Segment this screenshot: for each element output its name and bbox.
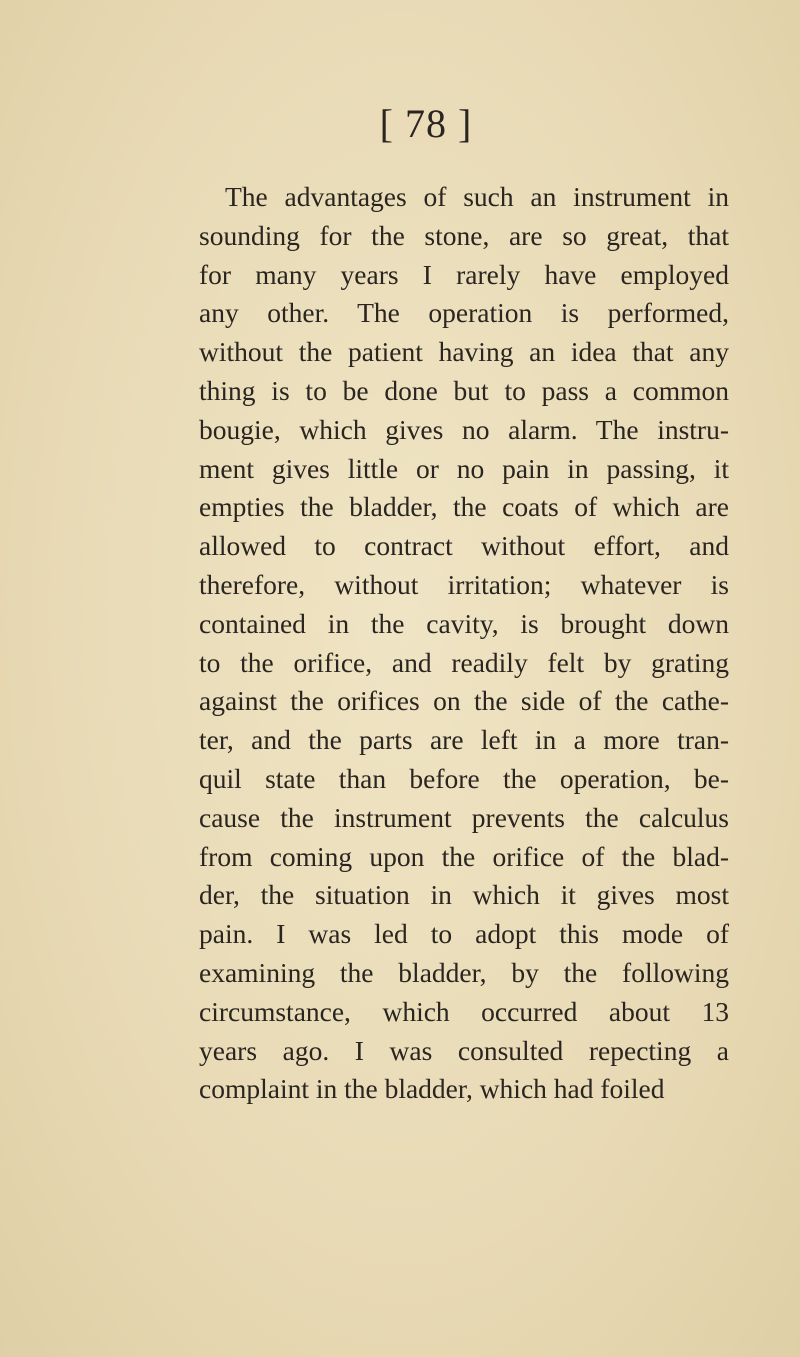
text-line: examining the bladder, by the following [199, 956, 729, 988]
text-line: empties the bladder, the coats of which are [199, 491, 729, 523]
text-line: quil state than before the operation, be- [199, 762, 729, 794]
text-line: against the orifices on the side of the cathe- [199, 685, 729, 717]
text-line: years ago. I was consulted repecting a [199, 1034, 729, 1066]
text-line: ment gives little or no pain in passing, it [199, 452, 729, 484]
text-line: The advantages of such an instrument in [225, 181, 729, 212]
text-line: any other. The operation is performed, [199, 297, 729, 329]
body-paragraph [199, 178, 729, 1109]
text-line: thing is to be done but to pass a common [199, 374, 729, 406]
text-line: sounding for the stone, are so great, that [199, 219, 729, 251]
text-line: der, the situation in which it gives most [199, 879, 729, 911]
text-line: contained in the cavity, is brought down [199, 607, 729, 639]
text-line: ter, and the parts are left in a more tran- [199, 724, 729, 756]
text-line: pain. I was led to adopt this mode of [199, 918, 729, 950]
text-line: to the orifice, and readily felt by grating [199, 646, 729, 678]
text-line: from coming upon the orifice of the blad- [199, 840, 729, 872]
text-line: cause the instrument prevents the calculus [199, 801, 729, 833]
text-line: for many years I rarely have employed [199, 258, 729, 290]
text-line: therefore, without irritation; whatever is [199, 568, 729, 600]
text-line: allowed to contract without effort, and [199, 530, 729, 562]
text-line: bougie, which gives no alarm. The instru- [199, 413, 729, 445]
text-line: complaint in the bladder, which had foiled [199, 1073, 665, 1105]
text-line: circumstance, which occurred about 13 [199, 995, 729, 1027]
page-number: [ 78 ] [379, 101, 473, 146]
text-line: without the patient having an idea that any [199, 336, 729, 368]
